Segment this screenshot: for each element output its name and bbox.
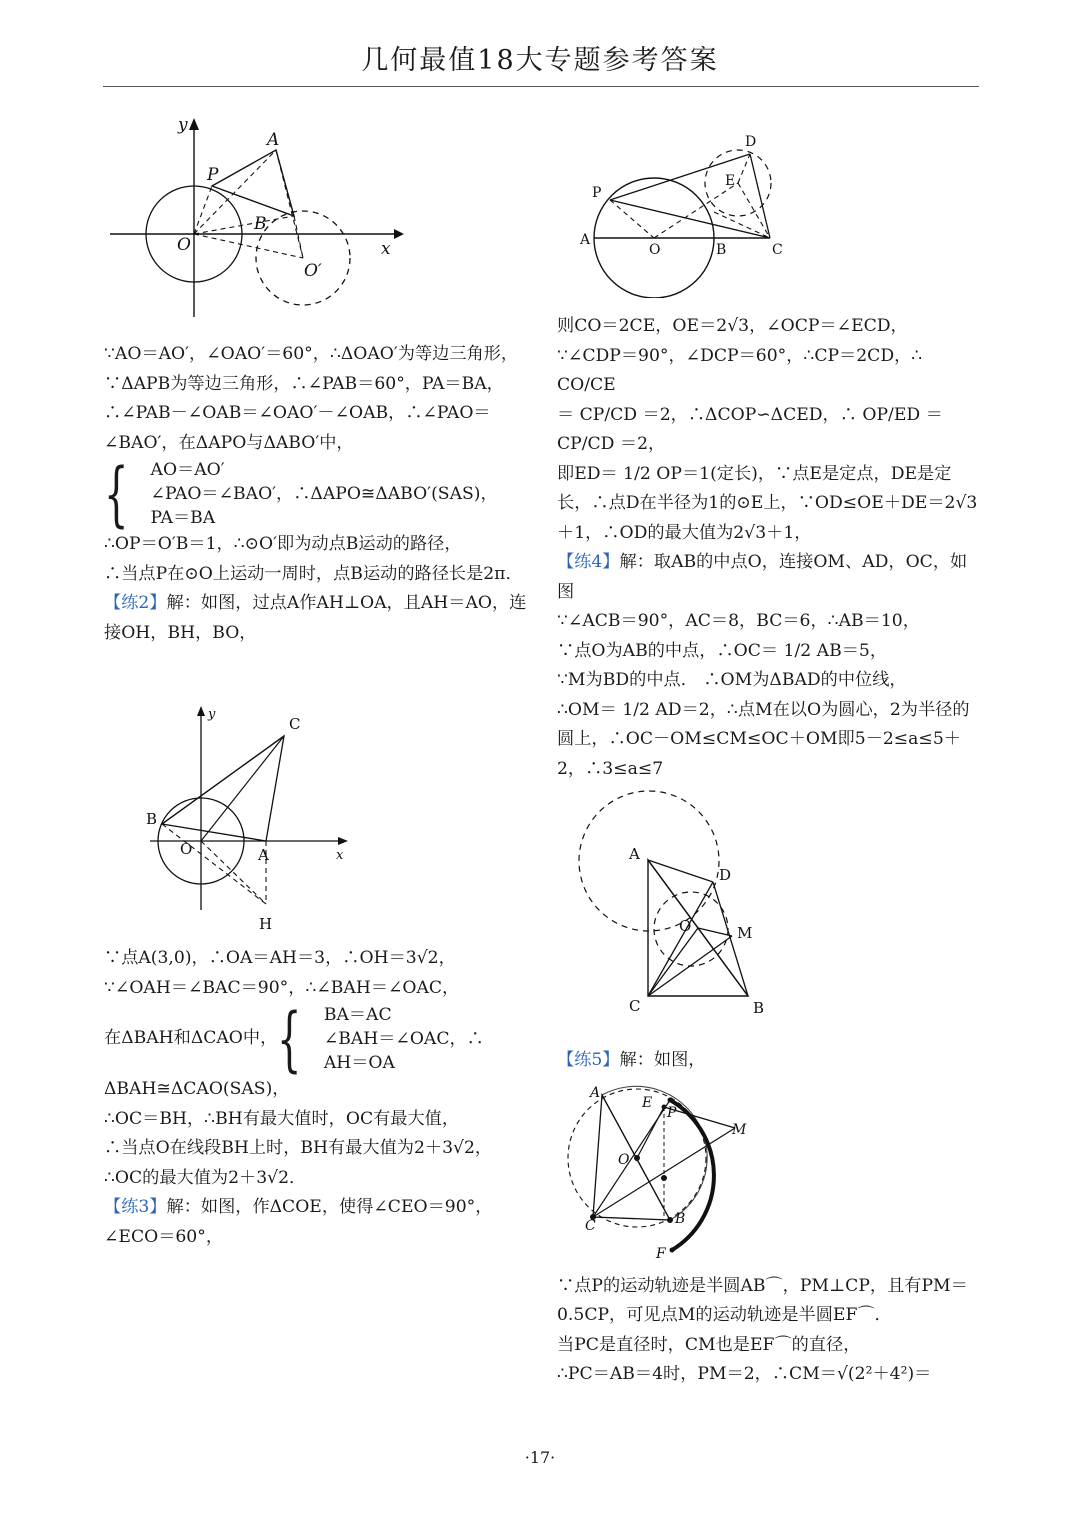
fig1-label-x: x — [381, 239, 391, 259]
page-header-title: 几何最值18大专题参考答案 — [361, 45, 719, 76]
solution-paragraph: ∵M为BD的中点． ∴OM为ΔBAD的中位线， — [557, 670, 907, 690]
fig5-label-P: P — [667, 1105, 677, 1121]
fig3-label-C: C — [289, 715, 301, 733]
solution-paragraph: ΔBAH≅ΔCAO(SAS)， — [104, 1079, 290, 1099]
solution-paragraph: ∵∠ACB＝90°，AC＝8，BC＝6，∴AB＝10， — [557, 611, 920, 631]
exercise-tag: 【练5】 — [557, 1050, 620, 1070]
fig1-label-B: B — [254, 214, 267, 234]
solution-paragraph: 则CO＝2CE，OE＝2√3，∠OCP＝∠ECD， — [557, 316, 908, 336]
page-number: ·17· — [524, 1448, 556, 1467]
exercise-2 — [104, 589, 529, 648]
fig1-label-O: O — [177, 235, 191, 255]
figure-1 — [104, 112, 404, 317]
solution-paragraph: ∴OC的最大值为2＋3√2． — [104, 1167, 307, 1188]
header-rule — [103, 86, 979, 87]
fig5-label-F: F — [656, 1246, 666, 1262]
fig2-label-B: B — [716, 242, 727, 258]
fig1-label-O-prime: O′ — [304, 261, 322, 281]
solution-paragraph: ∵点O为AB的中点，∴OC＝ 1/2 AB＝5， — [557, 640, 888, 661]
fig4-label-A: A — [629, 845, 640, 863]
condition-line: ∠PAO＝∠BAO′，∴ΔAPO≅ΔABO′(SAS)， — [150, 484, 498, 504]
solution-paragraph: 即ED＝ 1/2 OP＝1(定长)，∵点E是定点，DE是定长，∴点D在半径为1的⊙E上，∵OD≤OE＋DE＝2√3＋1，∴OD的最大值为2√3＋1， — [557, 463, 978, 543]
fig2-label-C: C — [772, 242, 783, 258]
solution-paragraph: ∵∠CDP＝90°，∠DCP＝60°，∴CP＝2CD，∴ CO/CE — [557, 345, 923, 395]
solution-paragraph: ∵点P的运动轨迹是半圆AB⌒，PM⊥CP，且有PM＝0.5CP，可见点M的运动轨迹是半圆EF⌒． — [557, 1275, 968, 1325]
solution-paragraph: ∵AO＝AO′，∠OAO′＝60°，∴ΔOAO′为等边三角形，∵ΔAPB为等边三角形，∴∠PAB＝60°，PA＝BA，∴∠PAB－∠OAB＝∠OAO′－∠OAB，∴∠PAO＝∠BAO′，在ΔAPO与ΔABO′中， — [104, 344, 519, 453]
exercise-3 — [104, 1193, 529, 1252]
fig3-label-O: O — [180, 840, 193, 858]
exercise-tag: 【练3】 — [104, 1197, 167, 1217]
fig5-label-E: E — [642, 1095, 653, 1111]
exercise-text: 解：如图，过点A作AH⊥OA，且AH＝AO，连接OH，BH，BO， — [104, 593, 527, 643]
fig5-label-O: O — [618, 1152, 630, 1168]
solution-paragraph: ∴OC＝BH，∴BH有最大值时，OC有最大值， — [104, 1108, 460, 1129]
exercise-4 — [557, 548, 982, 607]
fig2-label-E: E — [725, 173, 736, 189]
solution-paragraph: ∴OP＝O′B＝1，∴⊙O′即为动点B运动的路径， — [104, 534, 462, 554]
condition-line: ∠BAH＝∠OAC，∴ — [323, 1029, 484, 1049]
solution-paragraph: ∵点A(3,0)，∴OA＝AH＝3，∴OH＝3√2， — [104, 948, 456, 968]
fig3-label-H: H — [259, 915, 273, 933]
fig5-label-A: A — [590, 1085, 601, 1101]
solution-paragraph: ∴OM＝ 1/2 AD＝2，∴点M在以O为圆心，2为半径的圆上，∴OC－OM≤CM≤OC＋OM即5－2≤a≤5＋2，∴3≤a≤7 — [557, 699, 970, 779]
exercise-text: 解：如图， — [619, 1050, 706, 1070]
fig4-label-B: B — [753, 999, 765, 1017]
fig4-label-C: C — [629, 997, 641, 1015]
condition-line: AO＝AO′ — [150, 460, 225, 480]
exercise-tag: 【练2】 — [104, 593, 167, 613]
fig4-label-M: M — [737, 924, 753, 942]
fig2-label-P: P — [592, 185, 602, 201]
exercise-text: 解：取AB的中点O，连接OM、AD，OC，如图 — [557, 552, 968, 602]
brace-symbol: { — [104, 453, 129, 535]
solution-paragraph: 当PC是直径时，CM也是EF⌒的直径， — [557, 1334, 861, 1355]
condition-line: BA＝AC — [323, 1005, 392, 1025]
congruence-system-1 — [104, 453, 529, 535]
exercise-5 — [557, 1046, 982, 1076]
fig2-label-O: O — [649, 242, 661, 258]
right-column — [557, 312, 982, 1390]
figure-2 — [574, 128, 814, 298]
fig1-label-P: P — [207, 165, 219, 185]
condition-line: AH＝OA — [323, 1053, 395, 1073]
solution-paragraph: ∴当点P在⊙O上运动一周时，点B运动的路径长是2π． — [104, 563, 523, 584]
fig5-label-B: B — [675, 1211, 686, 1227]
left-column — [104, 340, 529, 1252]
solution-paragraph: ＝ CP/CD ＝2，∴ΔCOP∽ΔCED，∴ OP/ED ＝ CP/CD ＝2， — [557, 404, 943, 454]
fig3-label-x: x — [336, 848, 344, 863]
condition-line: PA＝BA — [150, 508, 216, 528]
fig3-label-B: B — [146, 810, 158, 828]
fig1-label-y: y — [178, 115, 188, 135]
exercise-text: 解：如图，作ΔCOE，使得∠CEO＝90°，∠ECO＝60°， — [104, 1197, 493, 1247]
fig4-label-O: O — [679, 917, 692, 935]
fig5-label-C: C — [585, 1218, 596, 1234]
fig2-label-D: D — [745, 134, 757, 150]
solution-paragraph: ∵∠OAH＝∠BAC＝90°，∴∠BAH＝∠OAC， — [104, 977, 460, 998]
fig4-label-D: D — [719, 866, 732, 884]
fig2-label-A: A — [580, 232, 591, 248]
solution-paragraph: ∴PC＝AB＝4时，PM＝2，∴CM＝√(2²＋4²)＝ — [557, 1364, 932, 1384]
fig1-label-A: A — [267, 130, 280, 150]
solution-paragraph: ∴当点O在线段BH上时，BH有最大值为2＋3√2， — [104, 1138, 493, 1158]
brace-symbol: { — [277, 998, 302, 1080]
congruence-system-2 — [104, 998, 529, 1080]
fig3-label-y: y — [208, 707, 216, 722]
fig5-label-M: M — [732, 1122, 747, 1138]
exercise-tag: 【练4】 — [557, 552, 620, 572]
fig3-label-A: A — [258, 846, 269, 864]
brace-prefix: 在ΔBAH和ΔCAO中， — [104, 1028, 278, 1049]
